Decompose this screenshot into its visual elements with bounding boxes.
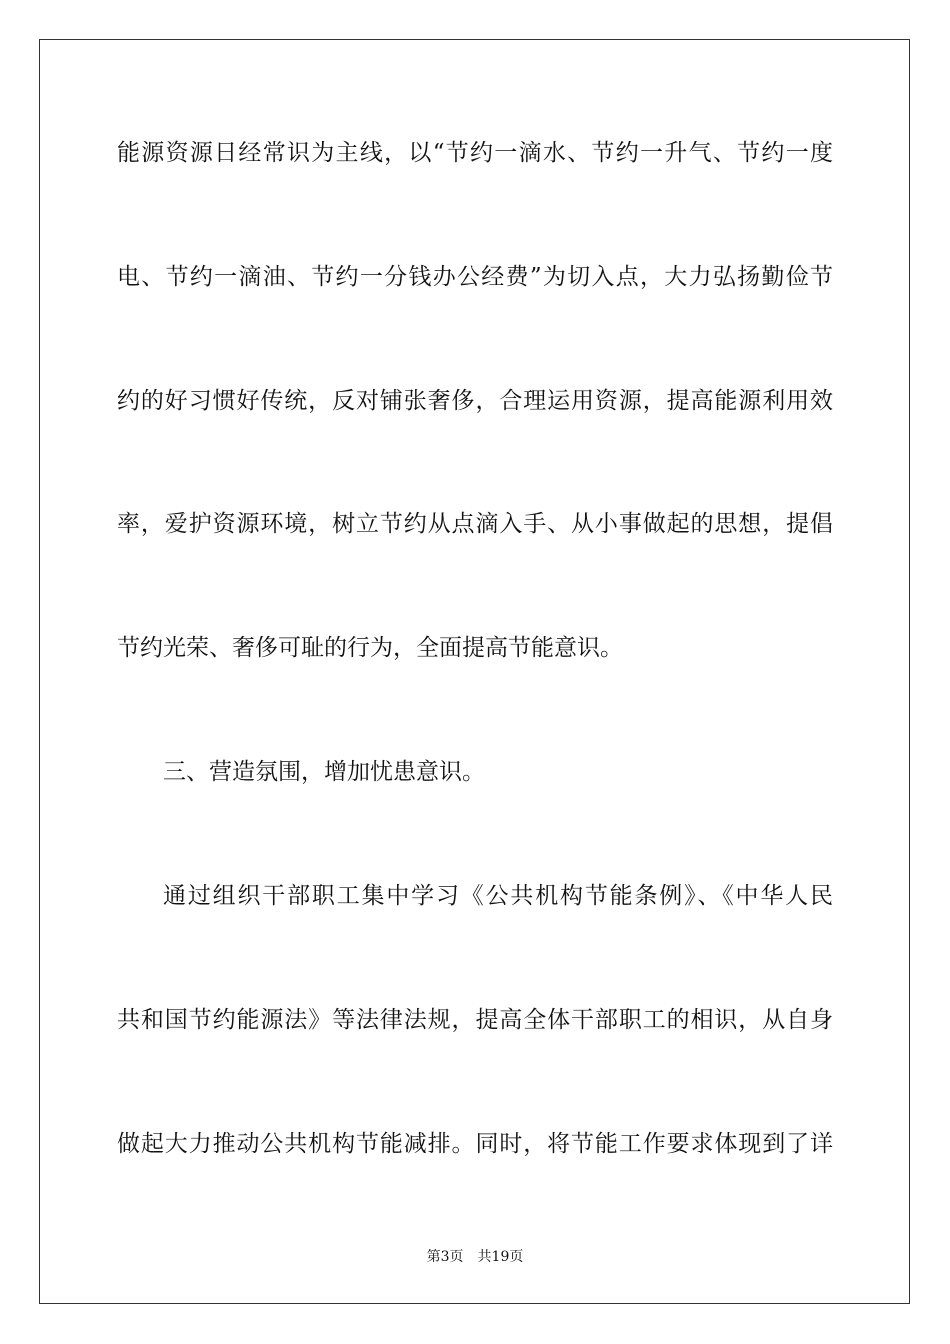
paragraph-line-2: 电、节约一滴油、节约一分钱办公经费”为切入点，大力弘扬勤俭节 — [117, 264, 833, 290]
paragraph-line-9: 做起大力推动公共机构节能减排。同时，将节能工作要求体现到了详 — [117, 1131, 833, 1157]
paragraph-line-5: 节约光荣、奢侈可耻的行为，全面提高节能意识。 — [117, 635, 623, 661]
paragraph-line-1: 能源资源日经常识为主线，以“节约一滴水、节约一升气、节约一度 — [117, 140, 833, 166]
paragraph-line-3: 约的好习惯好传统，反对铺张奢侈，合理运用资源，提高能源利用效 — [117, 388, 833, 414]
paragraph-line-8: 共和国节约能源法》等法律法规，提高全体干部职工的相识，从自身 — [117, 1007, 833, 1033]
paragraph-line-7: 通过组织干部职工集中学习《公共机构节能条例》、《中华人民 — [163, 883, 833, 909]
section-heading: 三、营造氛围，增加忧患意识。 — [163, 759, 485, 785]
page-border — [39, 39, 910, 1304]
page-number-footer: 第3页 共19页 — [426, 1249, 524, 1265]
paragraph-line-4: 率，爱护资源环境，树立节约从点滴入手、从小事做起的思想，提倡 — [117, 511, 833, 537]
